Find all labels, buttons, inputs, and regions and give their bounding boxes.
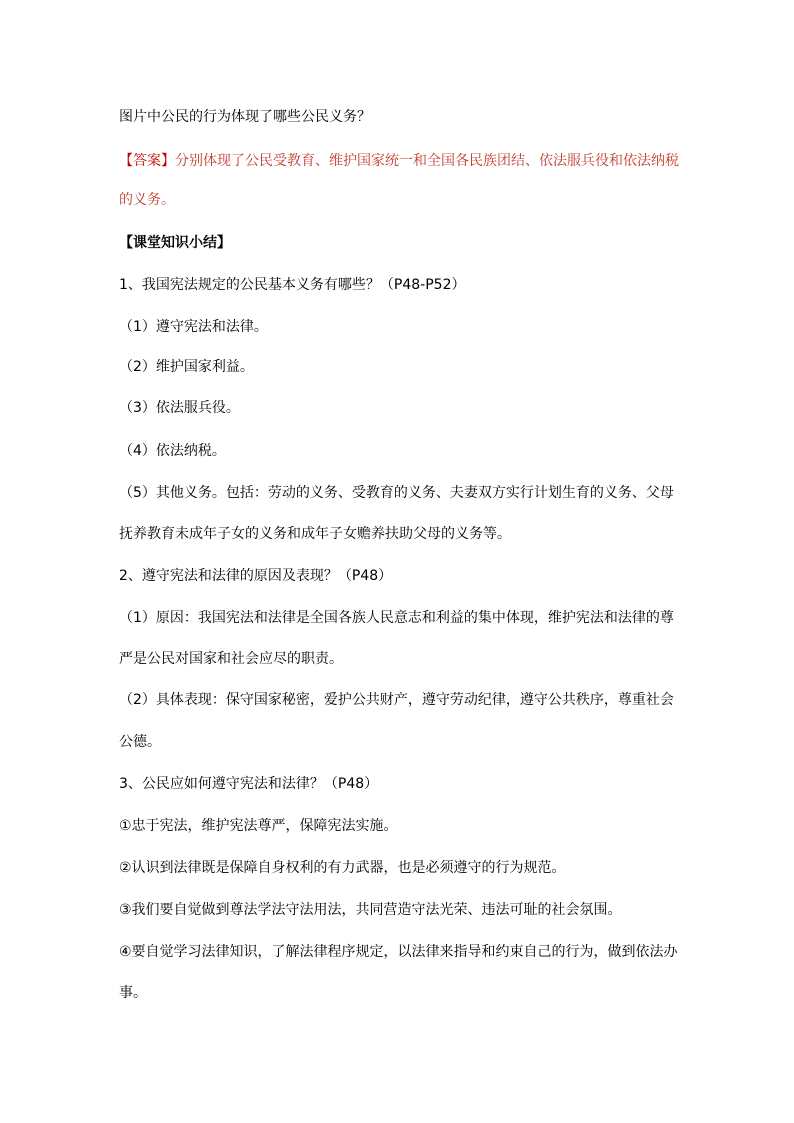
section-1-title: 1、我国宪法规定的公民基本义务有哪些？（P48-P52） xyxy=(119,277,466,293)
answer-line-2: 的义务。 xyxy=(119,192,175,208)
section-3-point-4-line-1: ④要自觉学习法律知识，了解法律程序规定，以法律来指导和约束自己的行为，做到依法办 xyxy=(119,944,678,960)
answer-text: 分别体现了公民受教育、维护国家统一和全国各民族团结、依法服兵役和依法纳税 xyxy=(175,153,679,169)
section-2-item-1-line-2: 严是公民对国家和社会应尽的职责。 xyxy=(119,651,343,667)
section-1-item-5-line-1: （5）其他义务。包括：劳动的义务、受教育的义务、夫妻双方实行计划生育的义务、父母 xyxy=(119,485,674,501)
answer-line-1 xyxy=(119,151,679,171)
section-1-item: （2）维护国家利益。 xyxy=(119,359,254,375)
question-text: 图片中公民的行为体现了哪些公民义务？ xyxy=(119,109,371,125)
section-3-point-1: ①忠于宪法，维护宪法尊严，保障宪法实施。 xyxy=(119,818,398,834)
section-2-item-2-line-1: （2）具体表现：保守国家秘密，爱护公共财产，遵守劳动纪律，遵守公共秩序，尊重社会 xyxy=(119,692,674,708)
summary-heading: 【课堂知识小结】 xyxy=(119,235,231,251)
section-3-point-4-line-2: 事。 xyxy=(119,985,147,1001)
section-1-item: （1）遵守宪法和法律。 xyxy=(119,319,268,335)
answer-label: 【答案】 xyxy=(119,153,175,169)
section-2-title: 2、遵守宪法和法律的原因及表现？（P48） xyxy=(119,568,393,584)
section-3-point-3: ③我们要自觉做到尊法学法守法用法，共同营造守法光荣、违法可耻的社会氛围。 xyxy=(119,902,622,918)
section-2-item-2-line-2: 公德。 xyxy=(119,734,161,750)
section-3-title: 3、公民应如何遵守宪法和法律？（P48） xyxy=(119,776,379,792)
section-1-item: （3）依法服兵役。 xyxy=(119,400,240,416)
section-1-item-5-line-2: 抚养教育未成年子女的义务和成年子女赡养扶助父母的义务等。 xyxy=(119,526,511,542)
section-3-point-2: ②认识到法律既是保障自身权利的有力武器，也是必须遵守的行为规范。 xyxy=(119,860,566,876)
section-2-item-1-line-1: （1）原因：我国宪法和法律是全国各族人民意志和利益的集中体现，维护宪法和法律的尊 xyxy=(119,610,674,626)
section-1-item: （4）依法纳税。 xyxy=(119,443,226,459)
